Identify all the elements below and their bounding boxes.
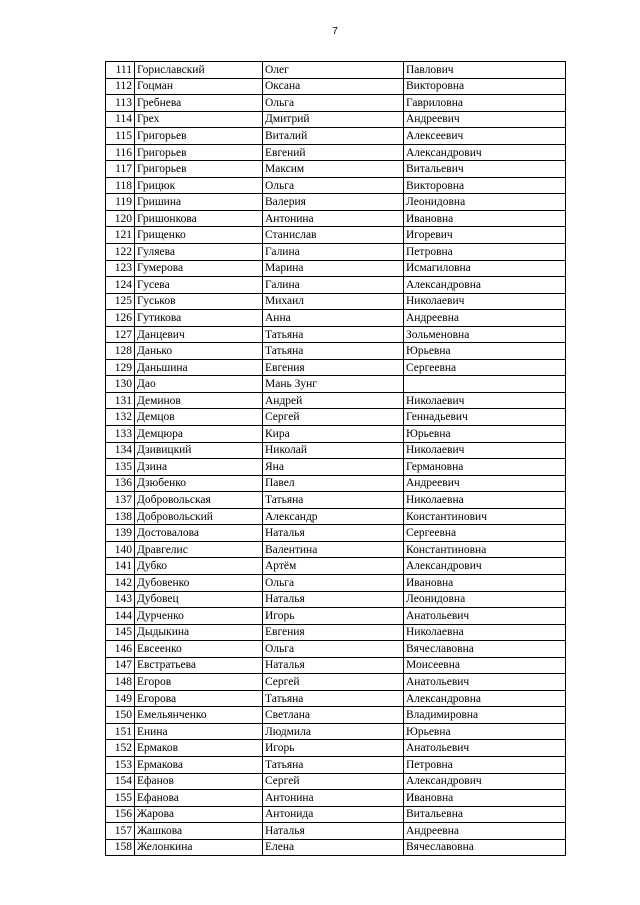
patronymic-cell: Николаевич bbox=[404, 392, 566, 409]
first-name-cell: Галина bbox=[263, 244, 404, 261]
table-row bbox=[106, 128, 566, 145]
table-row bbox=[106, 690, 566, 707]
last-name-cell: Гусева bbox=[135, 277, 263, 294]
patronymic-cell: Витальевна bbox=[404, 806, 566, 823]
first-name-cell: Ольга bbox=[263, 574, 404, 591]
table-row bbox=[106, 442, 566, 459]
table-row bbox=[106, 95, 566, 112]
patronymic-cell: Леонидовна bbox=[404, 591, 566, 608]
first-name-cell: Татьяна bbox=[263, 326, 404, 343]
table-row bbox=[106, 806, 566, 823]
row-number-cell: 148 bbox=[106, 674, 135, 691]
row-number-cell: 123 bbox=[106, 260, 135, 277]
first-name-cell: Галина bbox=[263, 277, 404, 294]
table-row bbox=[106, 773, 566, 790]
first-name-cell: Елена bbox=[263, 839, 404, 856]
first-name-cell: Светлана bbox=[263, 707, 404, 724]
table-row bbox=[106, 161, 566, 178]
table-row bbox=[106, 392, 566, 409]
row-number-cell: 112 bbox=[106, 78, 135, 95]
table-row bbox=[106, 376, 566, 393]
last-name-cell: Грех bbox=[135, 111, 263, 128]
row-number-cell: 124 bbox=[106, 277, 135, 294]
patronymic-cell: Александрович bbox=[404, 558, 566, 575]
first-name-cell: Михаил bbox=[263, 293, 404, 310]
table-row bbox=[106, 839, 566, 856]
last-name-cell: Достовалова bbox=[135, 525, 263, 542]
row-number-cell: 122 bbox=[106, 244, 135, 261]
last-name-cell: Евсеенко bbox=[135, 641, 263, 658]
first-name-cell: Марина bbox=[263, 260, 404, 277]
table-row bbox=[106, 740, 566, 757]
first-name-cell: Наталья bbox=[263, 525, 404, 542]
row-number-cell: 158 bbox=[106, 839, 135, 856]
table-row bbox=[106, 525, 566, 542]
table-row bbox=[106, 707, 566, 724]
patronymic-cell: Николаевич bbox=[404, 293, 566, 310]
table-row bbox=[106, 144, 566, 161]
row-number-cell: 141 bbox=[106, 558, 135, 575]
table-row bbox=[106, 508, 566, 525]
row-number-cell: 116 bbox=[106, 144, 135, 161]
table-row bbox=[106, 608, 566, 625]
row-number-cell: 117 bbox=[106, 161, 135, 178]
row-number-cell: 128 bbox=[106, 343, 135, 360]
last-name-cell: Гуляева bbox=[135, 244, 263, 261]
last-name-cell: Демцюра bbox=[135, 426, 263, 443]
table-row bbox=[106, 723, 566, 740]
first-name-cell: Татьяна bbox=[263, 756, 404, 773]
row-number-cell: 132 bbox=[106, 409, 135, 426]
table-row bbox=[106, 657, 566, 674]
row-number-cell: 133 bbox=[106, 426, 135, 443]
last-name-cell: Жарова bbox=[135, 806, 263, 823]
patronymic-cell: Анатольевич bbox=[404, 608, 566, 625]
row-number-cell: 157 bbox=[106, 823, 135, 840]
last-name-cell: Григорьев bbox=[135, 144, 263, 161]
patronymic-cell: Андреевич bbox=[404, 111, 566, 128]
first-name-cell: Ольга bbox=[263, 95, 404, 112]
first-name-cell: Наталья bbox=[263, 657, 404, 674]
last-name-cell: Ермаков bbox=[135, 740, 263, 757]
row-number-cell: 125 bbox=[106, 293, 135, 310]
first-name-cell: Виталий bbox=[263, 128, 404, 145]
name-list-body bbox=[106, 62, 566, 856]
row-number-cell: 155 bbox=[106, 790, 135, 807]
row-number-cell: 111 bbox=[106, 62, 135, 79]
row-number-cell: 143 bbox=[106, 591, 135, 608]
last-name-cell: Григорьев bbox=[135, 161, 263, 178]
row-number-cell: 120 bbox=[106, 210, 135, 227]
row-number-cell: 142 bbox=[106, 574, 135, 591]
table-row bbox=[106, 78, 566, 95]
table-row bbox=[106, 574, 566, 591]
first-name-cell: Кира bbox=[263, 426, 404, 443]
table-row bbox=[106, 227, 566, 244]
row-number-cell: 126 bbox=[106, 310, 135, 327]
patronymic-cell: Игоревич bbox=[404, 227, 566, 244]
row-number-cell: 131 bbox=[106, 392, 135, 409]
patronymic-cell: Юрьевна bbox=[404, 343, 566, 360]
table-row bbox=[106, 823, 566, 840]
last-name-cell: Жашкова bbox=[135, 823, 263, 840]
patronymic-cell: Юрьевна bbox=[404, 723, 566, 740]
patronymic-cell: Ивановна bbox=[404, 790, 566, 807]
row-number-cell: 113 bbox=[106, 95, 135, 112]
row-number-cell: 154 bbox=[106, 773, 135, 790]
patronymic-cell: Павлович bbox=[404, 62, 566, 79]
patronymic-cell: Александровна bbox=[404, 690, 566, 707]
table-row bbox=[106, 277, 566, 294]
patronymic-cell: Леонидовна bbox=[404, 194, 566, 211]
last-name-cell: Дзюбенко bbox=[135, 475, 263, 492]
row-number-cell: 115 bbox=[106, 128, 135, 145]
row-number-cell: 129 bbox=[106, 359, 135, 376]
patronymic-cell: Александровна bbox=[404, 277, 566, 294]
table-row bbox=[106, 244, 566, 261]
first-name-cell: Игорь bbox=[263, 608, 404, 625]
patronymic-cell: Моисеевна bbox=[404, 657, 566, 674]
patronymic-cell: Николаевна bbox=[404, 624, 566, 641]
page-number: 7 bbox=[332, 25, 338, 37]
patronymic-cell: Викторовна bbox=[404, 177, 566, 194]
first-name-cell: Людмила bbox=[263, 723, 404, 740]
last-name-cell: Даньшина bbox=[135, 359, 263, 376]
first-name-cell: Евгений bbox=[263, 144, 404, 161]
row-number-cell: 140 bbox=[106, 541, 135, 558]
last-name-cell: Демцов bbox=[135, 409, 263, 426]
row-number-cell: 136 bbox=[106, 475, 135, 492]
first-name-cell: Игорь bbox=[263, 740, 404, 757]
first-name-cell: Павел bbox=[263, 475, 404, 492]
name-list-table bbox=[105, 61, 566, 856]
row-number-cell: 121 bbox=[106, 227, 135, 244]
patronymic-cell: Гавриловна bbox=[404, 95, 566, 112]
table-row bbox=[106, 62, 566, 79]
last-name-cell: Емельянченко bbox=[135, 707, 263, 724]
row-number-cell: 151 bbox=[106, 723, 135, 740]
first-name-cell: Максим bbox=[263, 161, 404, 178]
first-name-cell: Татьяна bbox=[263, 690, 404, 707]
last-name-cell: Ефанова bbox=[135, 790, 263, 807]
table-row bbox=[106, 426, 566, 443]
last-name-cell: Дравгелис bbox=[135, 541, 263, 558]
last-name-cell: Дзивицкий bbox=[135, 442, 263, 459]
first-name-cell: Евгения bbox=[263, 359, 404, 376]
row-number-cell: 152 bbox=[106, 740, 135, 757]
row-number-cell: 145 bbox=[106, 624, 135, 641]
table-row bbox=[106, 492, 566, 509]
last-name-cell: Егорова bbox=[135, 690, 263, 707]
first-name-cell: Евгения bbox=[263, 624, 404, 641]
first-name-cell: Антонина bbox=[263, 790, 404, 807]
last-name-cell: Григорьев bbox=[135, 128, 263, 145]
table-row bbox=[106, 260, 566, 277]
row-number-cell: 139 bbox=[106, 525, 135, 542]
table-row bbox=[106, 558, 566, 575]
table-row bbox=[106, 641, 566, 658]
row-number-cell: 138 bbox=[106, 508, 135, 525]
first-name-cell: Станислав bbox=[263, 227, 404, 244]
first-name-cell: Наталья bbox=[263, 591, 404, 608]
row-number-cell: 153 bbox=[106, 756, 135, 773]
last-name-cell: Дубовенко bbox=[135, 574, 263, 591]
row-number-cell: 156 bbox=[106, 806, 135, 823]
last-name-cell: Дубко bbox=[135, 558, 263, 575]
patronymic-cell: Петровна bbox=[404, 756, 566, 773]
last-name-cell: Дао bbox=[135, 376, 263, 393]
row-number-cell: 150 bbox=[106, 707, 135, 724]
last-name-cell: Гуськов bbox=[135, 293, 263, 310]
row-number-cell: 130 bbox=[106, 376, 135, 393]
patronymic-cell: Константиновна bbox=[404, 541, 566, 558]
last-name-cell: Добровольский bbox=[135, 508, 263, 525]
last-name-cell: Данько bbox=[135, 343, 263, 360]
patronymic-cell: Юрьевна bbox=[404, 426, 566, 443]
table-row bbox=[106, 475, 566, 492]
patronymic-cell: Исмагиловна bbox=[404, 260, 566, 277]
last-name-cell: Гришина bbox=[135, 194, 263, 211]
row-number-cell: 114 bbox=[106, 111, 135, 128]
last-name-cell: Гришонкова bbox=[135, 210, 263, 227]
table-row bbox=[106, 310, 566, 327]
first-name-cell: Николай bbox=[263, 442, 404, 459]
row-number-cell: 149 bbox=[106, 690, 135, 707]
first-name-cell: Андрей bbox=[263, 392, 404, 409]
patronymic-cell: Николаевич bbox=[404, 442, 566, 459]
first-name-cell: Сергей bbox=[263, 409, 404, 426]
patronymic-cell: Анатольевич bbox=[404, 674, 566, 691]
table-row bbox=[106, 409, 566, 426]
last-name-cell: Дыдыкина bbox=[135, 624, 263, 641]
row-number-cell: 144 bbox=[106, 608, 135, 625]
first-name-cell: Наталья bbox=[263, 823, 404, 840]
last-name-cell: Дзина bbox=[135, 459, 263, 476]
last-name-cell: Дурченко bbox=[135, 608, 263, 625]
first-name-cell: Антонида bbox=[263, 806, 404, 823]
patronymic-cell: Вячеславовна bbox=[404, 641, 566, 658]
row-number-cell: 118 bbox=[106, 177, 135, 194]
table-row bbox=[106, 541, 566, 558]
last-name-cell: Гутикова bbox=[135, 310, 263, 327]
table-row bbox=[106, 674, 566, 691]
patronymic-cell: Вячеславовна bbox=[404, 839, 566, 856]
table-row bbox=[106, 293, 566, 310]
first-name-cell: Дмитрий bbox=[263, 111, 404, 128]
table-row bbox=[106, 790, 566, 807]
last-name-cell: Егоров bbox=[135, 674, 263, 691]
last-name-cell: Грицюк bbox=[135, 177, 263, 194]
table-row bbox=[106, 591, 566, 608]
table-row bbox=[106, 194, 566, 211]
patronymic-cell: Андреевна bbox=[404, 310, 566, 327]
table-row bbox=[106, 359, 566, 376]
row-number-cell: 146 bbox=[106, 641, 135, 658]
first-name-cell: Олег bbox=[263, 62, 404, 79]
table-row bbox=[106, 343, 566, 360]
patronymic-cell: Германовна bbox=[404, 459, 566, 476]
last-name-cell: Добровольская bbox=[135, 492, 263, 509]
patronymic-cell: Анатольевич bbox=[404, 740, 566, 757]
patronymic-cell: Сергеевна bbox=[404, 525, 566, 542]
patronymic-cell: Петровна bbox=[404, 244, 566, 261]
table-row bbox=[106, 459, 566, 476]
first-name-cell: Александр bbox=[263, 508, 404, 525]
patronymic-cell: Александрович bbox=[404, 773, 566, 790]
row-number-cell: 135 bbox=[106, 459, 135, 476]
patronymic-cell: Андреевич bbox=[404, 475, 566, 492]
row-number-cell: 134 bbox=[106, 442, 135, 459]
table-row bbox=[106, 177, 566, 194]
first-name-cell: Яна bbox=[263, 459, 404, 476]
patronymic-cell: Константинович bbox=[404, 508, 566, 525]
last-name-cell: Ефанов bbox=[135, 773, 263, 790]
first-name-cell: Татьяна bbox=[263, 343, 404, 360]
last-name-cell: Грищенко bbox=[135, 227, 263, 244]
row-number-cell: 147 bbox=[106, 657, 135, 674]
last-name-cell: Ермакова bbox=[135, 756, 263, 773]
patronymic-cell: Андреевна bbox=[404, 823, 566, 840]
first-name-cell: Татьяна bbox=[263, 492, 404, 509]
last-name-cell: Желонкина bbox=[135, 839, 263, 856]
first-name-cell: Оксана bbox=[263, 78, 404, 95]
first-name-cell: Артём bbox=[263, 558, 404, 575]
table-row bbox=[106, 111, 566, 128]
row-number-cell: 119 bbox=[106, 194, 135, 211]
row-number-cell: 127 bbox=[106, 326, 135, 343]
last-name-cell: Гоцман bbox=[135, 78, 263, 95]
first-name-cell: Сергей bbox=[263, 773, 404, 790]
patronymic-cell: Ивановна bbox=[404, 210, 566, 227]
first-name-cell: Валентина bbox=[263, 541, 404, 558]
first-name-cell: Антонина bbox=[263, 210, 404, 227]
first-name-cell: Валерия bbox=[263, 194, 404, 211]
patronymic-cell: Александрович bbox=[404, 144, 566, 161]
patronymic-cell: Ивановна bbox=[404, 574, 566, 591]
table-row bbox=[106, 326, 566, 343]
first-name-cell: Анна bbox=[263, 310, 404, 327]
first-name-cell: Сергей bbox=[263, 674, 404, 691]
table-row bbox=[106, 624, 566, 641]
patronymic-cell: Алексеевич bbox=[404, 128, 566, 145]
patronymic-cell: Николаевна bbox=[404, 492, 566, 509]
last-name-cell: Гумерова bbox=[135, 260, 263, 277]
last-name-cell: Енина bbox=[135, 723, 263, 740]
patronymic-cell: Витальевич bbox=[404, 161, 566, 178]
row-number-cell: 137 bbox=[106, 492, 135, 509]
table-row bbox=[106, 210, 566, 227]
last-name-cell: Данцевич bbox=[135, 326, 263, 343]
patronymic-cell: Геннадьевич bbox=[404, 409, 566, 426]
last-name-cell: Дубовец bbox=[135, 591, 263, 608]
first-name-cell: Ольга bbox=[263, 641, 404, 658]
patronymic-cell: Владимировна bbox=[404, 707, 566, 724]
first-name-cell: Ольга bbox=[263, 177, 404, 194]
last-name-cell: Гориславский bbox=[135, 62, 263, 79]
last-name-cell: Евстратьева bbox=[135, 657, 263, 674]
patronymic-cell bbox=[404, 376, 566, 393]
last-name-cell: Гребнева bbox=[135, 95, 263, 112]
patronymic-cell: Зольменовна bbox=[404, 326, 566, 343]
patronymic-cell: Викторовна bbox=[404, 78, 566, 95]
table-row bbox=[106, 756, 566, 773]
first-name-cell: Мань Зунг bbox=[263, 376, 404, 393]
last-name-cell: Деминов bbox=[135, 392, 263, 409]
patronymic-cell: Сергеевна bbox=[404, 359, 566, 376]
